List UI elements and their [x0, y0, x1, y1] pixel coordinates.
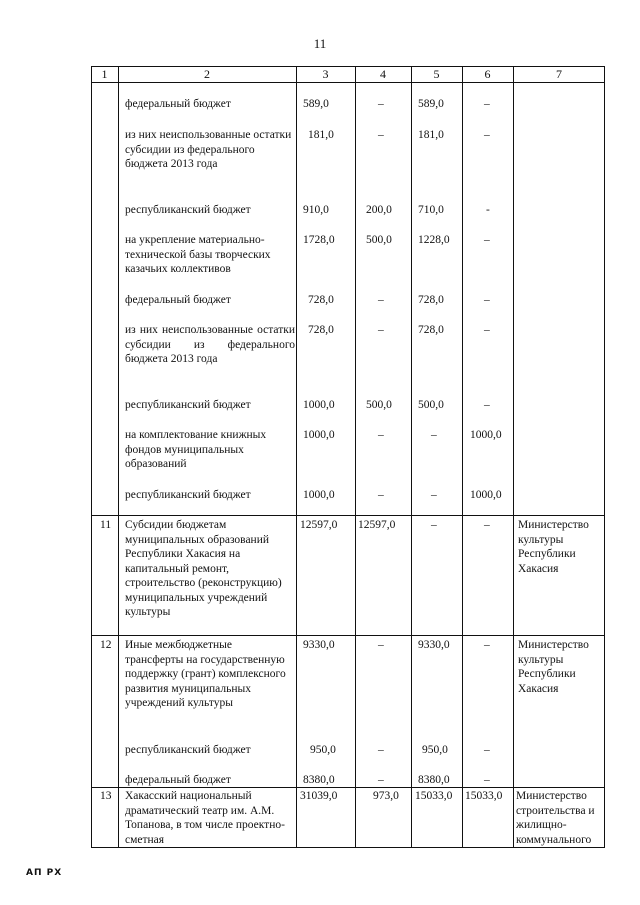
row-value-col4: 973,0	[373, 790, 399, 802]
row-value-col3: 12597,0	[300, 519, 338, 531]
row-value-col3: 31039,0	[300, 790, 338, 802]
col-divider-6	[513, 66, 514, 848]
row-value-col6: –	[484, 639, 490, 651]
row-value-col6: –	[484, 399, 490, 411]
row-description: на комплектование книжных фондов муниципальных образований	[125, 429, 267, 470]
row-value-col3: 728,0	[308, 324, 334, 336]
row-value-col4: 500,0	[366, 399, 392, 411]
row-value-col5: 589,0	[418, 98, 444, 110]
row-description: республиканский бюджет	[125, 744, 251, 756]
row-value-col6: 1000,0	[470, 429, 502, 441]
row-value-col6: –	[484, 129, 490, 141]
col-divider-2	[296, 66, 297, 848]
row-value-col6: -	[486, 204, 490, 216]
row-value-col5: 728,0	[418, 324, 444, 336]
header-col-2: 2	[204, 67, 210, 81]
row-value-col3: 950,0	[310, 744, 336, 756]
row-value-col4: –	[378, 98, 384, 110]
row-responsible: Министерство строительства и жилищно-коммунального	[516, 790, 595, 846]
row-description: республиканский бюджет	[125, 489, 251, 501]
row-value-col6: –	[484, 324, 490, 336]
row-value-col5: 710,0	[418, 204, 444, 216]
row-number: 13	[100, 790, 112, 802]
row-value-col6: –	[484, 294, 490, 306]
row-value-col4: –	[378, 774, 384, 786]
row-value-col6: 1000,0	[470, 489, 502, 501]
row-value-col5: 728,0	[418, 294, 444, 306]
row-value-col5: 1228,0	[418, 234, 450, 246]
row-value-col4: –	[378, 744, 384, 756]
row-description: федеральный бюджет	[125, 98, 231, 110]
row-description: Иные межбюджетные трансферты на государственную поддержку (грант) комплексного развития муниципальных учреждений культуры	[125, 639, 286, 709]
row-value-col5: 950,0	[422, 744, 448, 756]
row-value-col4: –	[378, 129, 384, 141]
row-value-col4: –	[378, 294, 384, 306]
row-value-col5: 8380,0	[418, 774, 450, 786]
header-col-1: 1	[101, 67, 108, 81]
col-divider-4	[411, 66, 412, 848]
row-description: из них неиспользованные остатки субсидии из федерального бюджета 2013 года	[125, 324, 295, 365]
row-value-col3: 728,0	[308, 294, 334, 306]
row-number: 11	[100, 519, 112, 531]
row-value-col6: –	[484, 744, 490, 756]
row-value-col3: 8380,0	[303, 774, 335, 786]
row-value-col4: –	[378, 489, 384, 501]
row-value-col6: –	[484, 234, 490, 246]
row-description: федеральный бюджет	[125, 294, 231, 306]
col-divider-1	[118, 66, 119, 848]
header-col-6: 6	[484, 67, 491, 81]
row-value-col6: 15033,0	[465, 790, 503, 802]
row-responsible: Министерство культуры Республики Хакасия	[518, 519, 589, 575]
header-col-7: 7	[556, 67, 562, 81]
col-divider-5	[462, 66, 463, 848]
row-value-col5: 500,0	[418, 399, 444, 411]
row-rule-12	[91, 635, 605, 636]
row-value-col4: 500,0	[366, 234, 392, 246]
row-rule-11	[91, 515, 605, 516]
row-value-col5: 9330,0	[418, 639, 450, 651]
header-rule	[91, 82, 605, 83]
row-value-col5: –	[431, 429, 437, 441]
page-number: 11	[313, 36, 327, 51]
row-description: Субсидии бюджетам муниципальных образований Республики Хакасия на капитальный ремонт, строительство (реконструкцию) муниципальных учреждений культуры	[125, 519, 282, 618]
row-description: республиканский бюджет	[125, 204, 251, 216]
header-col-3: 3	[322, 67, 329, 81]
row-responsible: Министерство культуры Республики Хакасия	[518, 639, 589, 695]
row-description: республиканский бюджет	[125, 399, 251, 411]
row-value-col4: 200,0	[366, 204, 392, 216]
row-value-col5: 15033,0	[415, 790, 453, 802]
row-value-col6: –	[484, 519, 490, 531]
row-value-col5: 181,0	[418, 129, 444, 141]
row-value-col3: 1000,0	[303, 429, 335, 441]
row-value-col6: –	[484, 774, 490, 786]
footer-mark: АП РХ	[26, 868, 63, 878]
row-description: Хакасский национальный драматический театр им. А.М. Топанова, в том числе проектно-сметная	[125, 790, 285, 846]
row-value-col3: 1728,0	[303, 234, 335, 246]
row-value-col4: –	[378, 429, 384, 441]
header-col-5: 5	[433, 67, 440, 81]
row-value-col6: –	[484, 98, 490, 110]
row-description: федеральный бюджет	[125, 774, 231, 786]
row-value-col3: 9330,0	[303, 639, 335, 651]
row-value-col3: 1000,0	[303, 399, 335, 411]
row-value-col3: 589,0	[303, 98, 329, 110]
row-description: из них неиспользованные остатки субсидии из федерального бюджета 2013 года	[125, 129, 292, 170]
row-number: 12	[100, 639, 112, 651]
row-value-col5: –	[431, 489, 437, 501]
row-value-col3: 910,0	[303, 204, 329, 216]
row-value-col4: 12597,0	[358, 519, 396, 531]
row-value-col3: 1000,0	[303, 489, 335, 501]
row-value-col4: –	[378, 639, 384, 651]
row-value-col5: –	[431, 519, 437, 531]
col-divider-3	[355, 66, 356, 848]
header-col-4: 4	[380, 67, 386, 81]
row-value-col3: 181,0	[308, 129, 334, 141]
row-description: на укрепление материально-технической базы творческих казачьих коллективов	[125, 234, 271, 275]
row-value-col4: –	[378, 324, 384, 336]
